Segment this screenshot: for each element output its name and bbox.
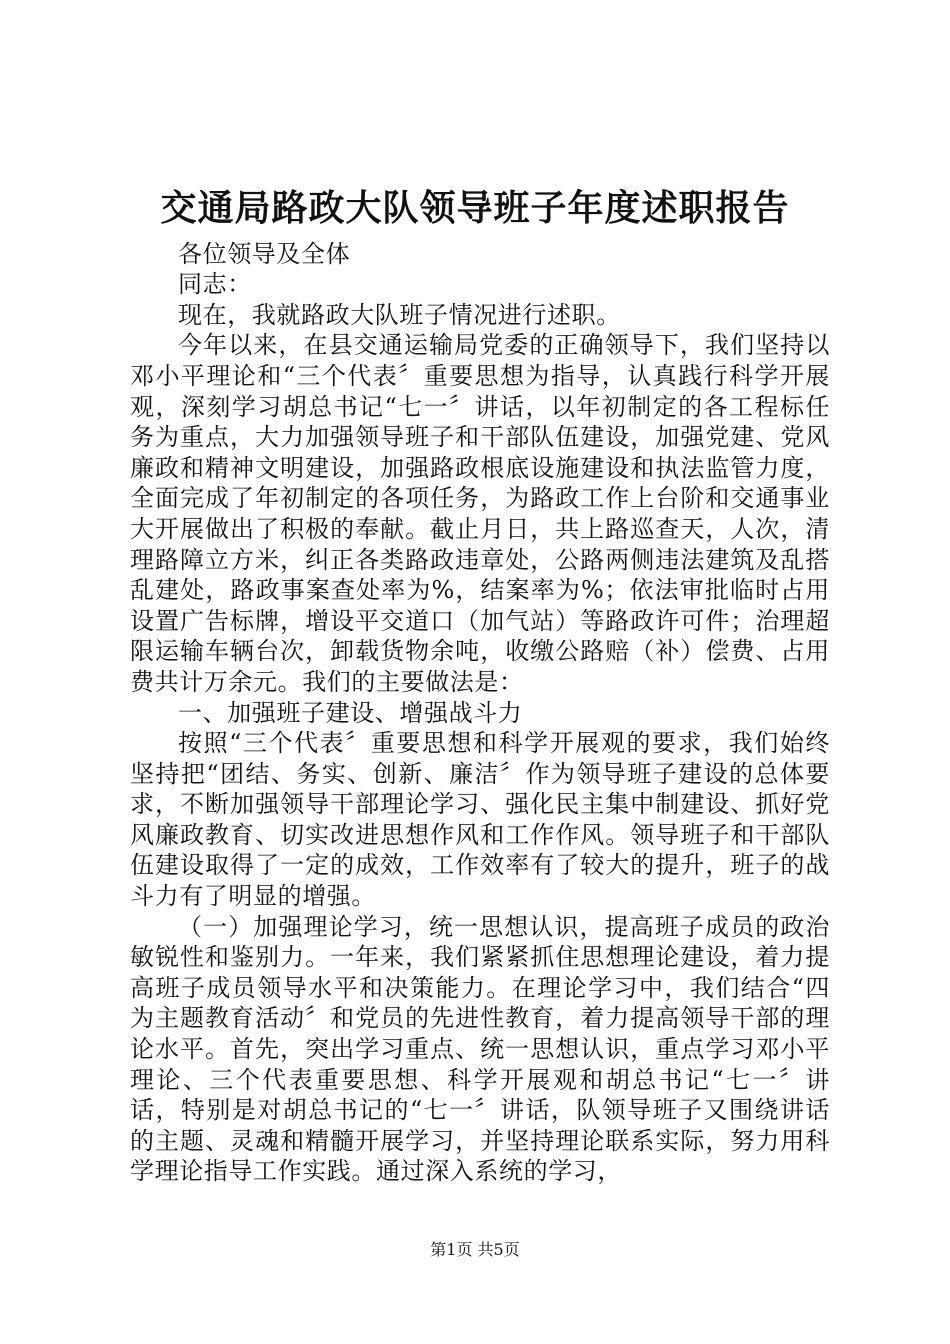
document-body — [130, 208, 830, 1187]
body-paragraph: 各位领导及全体 — [178, 239, 351, 268]
body-paragraph: 现在，我就路政大队班子情况进行述职。 — [178, 300, 621, 329]
body-paragraph: （一）加强理论学习，统一思想认识，提高班子成员的政治敏锐性和鉴别力。一年来，我们紧紧抓住思想理论建设，着力提高班子成员领导水平和决策能力。在理论学习中，我们结合“四为主题教育活动〞和党员的先进性教育，着力提高领导干部的理论水平。首先，突出学习重点、统一思想认识，重点学习邓小平理论、三个代表重要思想、科学开展观和胡总书记“七一〞讲话，特别是对胡总书记的“七一〞讲话，队领导班子又围绕讲话的主题、灵魂和精髓开展学习，并坚持理论联系实际，努力用科学理论指导工作实践。通过深入系统的学习， — [130, 912, 830, 1186]
body-paragraph: 同志： — [178, 270, 252, 299]
page-footer: 第1页 共5页 — [430, 1240, 520, 1259]
body-paragraph: 今年以来，在县交通运输局党委的正确领导下，我们坚持以邓小平理论和“三个代表〞重要思想为指导，认真践行科学开展观，深刻学习胡总书记“七一〞讲话，以年初制定的各工程标任务为重点，大力加强领导班子和干部队伍建设，加强党建、党风廉政和精神文明建设，加强路政根底设施建设和执法监管力度，全面完成了年初制定的各项任务，为路政工作上台阶和交通事业大开展做出了积极的奉献。截止月日，共上路巡查天，人次，清理路障立方米，纠正各类路政违章处，公路两侧违法建筑及乱搭乱建处，路政事案查处率为%，结案率为%；依法审批临时占用设置广告标牌，增设平交道口（加气站）等路政许可件；治理超限运输车辆台次，卸载货物余吨，收缴公路赔（补）偿费、占用费共计万余元。我们的主要做法是： — [130, 331, 830, 696]
section-heading: 一、加强班子建设、增强战斗力 — [178, 698, 523, 727]
document-title: 交通局路政大队领导班子年度述职报告 — [160, 187, 790, 229]
body-paragraph: 按照“三个代表〞重要思想和科学开展观的要求，我们始终坚持把“团结、务实、创新、廉洁〞作为领导班子建设的总体要求，不断加强领导干部理论学习、强化民主集中制建设、抓好党风廉政教育、切实改进思想作风和工作作风。领导班子和干部队伍建设取得了一定的成效，工作效率有了较大的提升，班子的战斗力有了明显的增强。 — [130, 729, 830, 911]
body-paragraph — [130, 208, 830, 239]
